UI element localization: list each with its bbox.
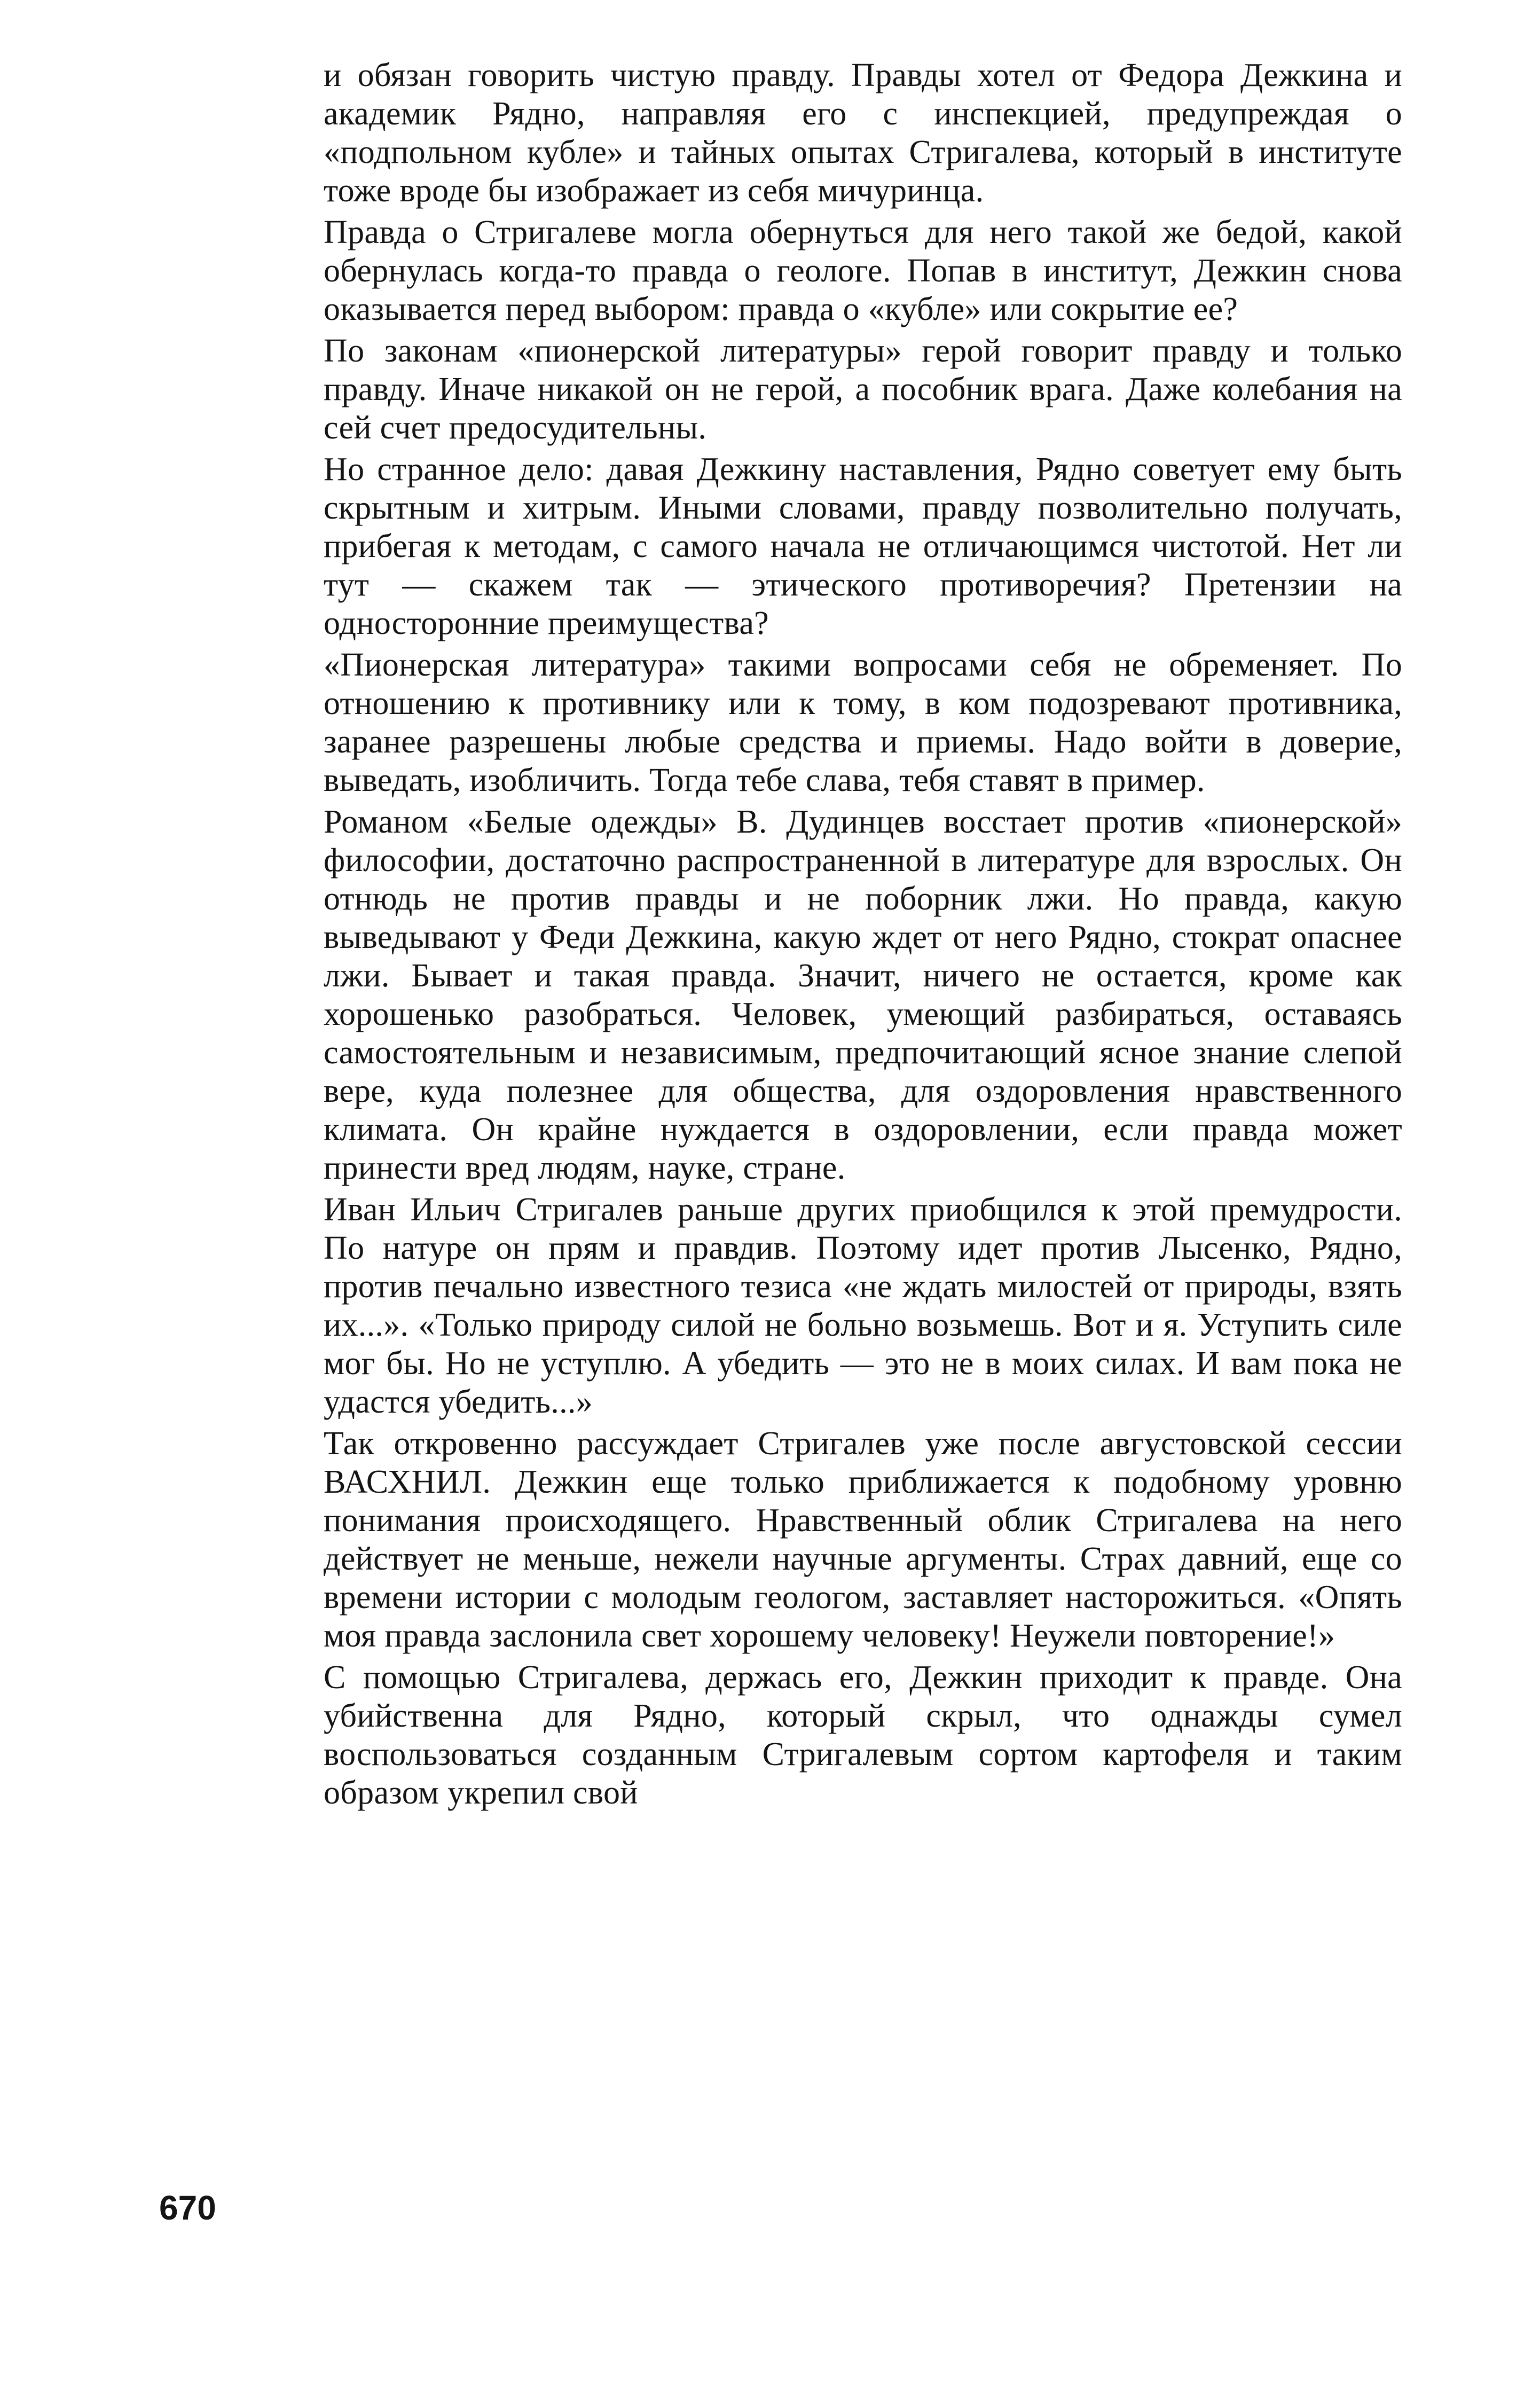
- paragraph-1: и обязан говорить чистую правду. Правды хотел от Федора Дежкина и академик Рядно, направляя его с инспекцией, предупреждая о «подпольном кубле» и тайных опытах Стригалева, который в институте тоже вроде бы изображает из себя мичуринца.: [324, 57, 1402, 209]
- page-number: 670: [159, 2189, 216, 2227]
- paragraph-8: Так откровенно рассуждает Стригалев уже после августовской сессии ВАСХНИЛ. Дежкин еще только приближается к подобному уровню понимания происходящего. Нравственный облик Стригалева на него действует не меньше, нежели научные аргументы. Страх давний, еще со времени истории с молодым геологом, заставляет насторожиться. «Опять моя правда заслонила свет хорошему человеку! Неужели повторение!»: [324, 1425, 1402, 1654]
- paragraph-2: Правда о Стригалеве могла обернуться для него такой же бедой, какой обернулась когда-то правда о геологе. Попав в институт, Дежкин снова оказывается перед выбором: правда о «кубле» или сокрытие ее?: [324, 214, 1402, 327]
- paragraph-3: По законам «пионерской литературы» герой говорит правду и только правду. Иначе никакой он не герой, а пособник врага. Даже колебания на сей счет предосудительны.: [324, 333, 1402, 446]
- text-column: [324, 56, 1402, 1815]
- paragraph-7: Иван Ильич Стригалев раньше других приобщился к этой премудрости. По натуре он прям и правдив. Поэтому идет против Лысенко, Рядно, против печально известного тезиса «не ждать милостей от природы, взять их...». «Только природу силой не больно возьмешь. Вот и я. Уступить силе мог бы. Но не уступлю. А убедить — это не в моих силах. И вам пока не удастся убедить...»: [324, 1191, 1402, 1420]
- paragraph-6: Романом «Белые одежды» В. Дудинцев восстает против «пионерской» философии, достаточно распространенной в литературе для взрослых. Он отнюдь не против правды и не поборник лжи. Но правда, какую выведывают у Феди Дежкина, какую ждет от него Рядно, стократ опаснее лжи. Бывает и такая правда. Значит, ничего не остается, кроме как хорошенько разобраться. Человек, умеющий разбираться, оставаясь самостоятельным и независимым, предпочитающий ясное знание слепой вере, куда полезнее для общества, для оздоровления нравственного климата. Он крайне нуждается в оздоровлении, если правда может принести вред людям, науке, стране.: [324, 804, 1402, 1186]
- paragraph-9: С помощью Стригалева, держась его, Дежкин приходит к правде. Она убийственна для Рядно, который скрыл, что однажды сумел воспользоваться созданным Стригалевым сортом картофеля и таким образом укрепил свой: [324, 1659, 1402, 1811]
- paragraph-5: «Пионерская литература» такими вопросами себя не обременяет. По отношению к противнику или к тому, в ком подозревают противника, заранее разрешены любые средства и приемы. Надо войти в доверие, выведать, изобличить. Тогда тебе слава, тебя ставят в пример.: [324, 647, 1402, 798]
- paragraph-4: Но странное дело: давая Дежкину наставления, Рядно советует ему быть скрытным и хитрым. Иными словами, правду позволительно получать, прибегая к методам, с самого начала не отличающимся чистотой. Нет ли тут — скажем так — этического противоречия? Претензии на односторонние преимущества?: [324, 451, 1402, 641]
